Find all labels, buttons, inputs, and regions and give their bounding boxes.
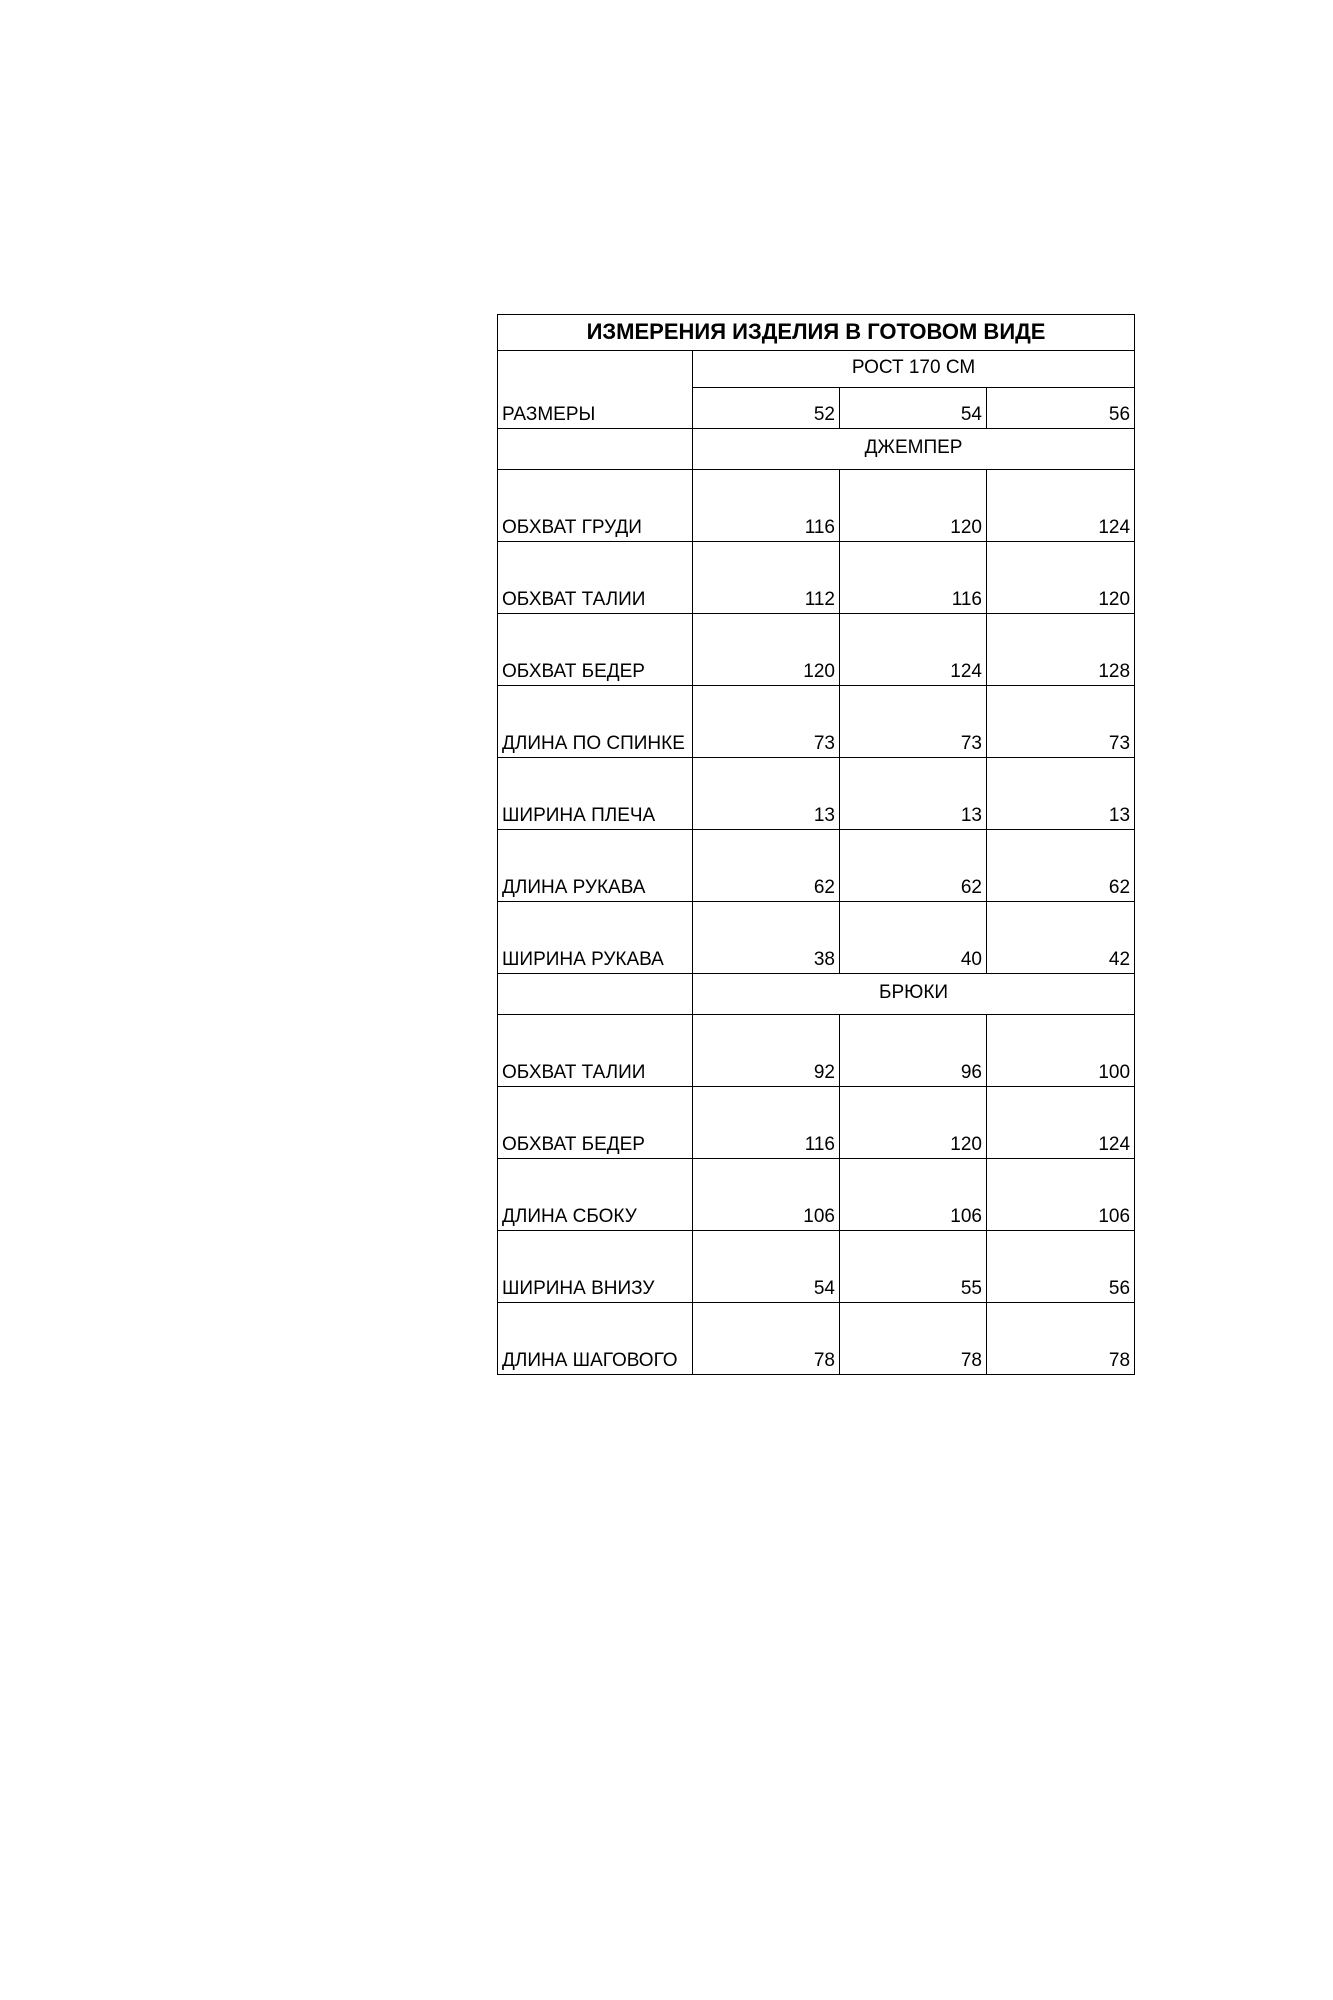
- section-blank-cell: [498, 974, 693, 1015]
- measurement-value: 106: [987, 1159, 1135, 1231]
- measurement-value: 13: [840, 758, 987, 830]
- measurement-value: 13: [987, 758, 1135, 830]
- measurement-label: ШИРИНА ПЛЕЧА: [498, 758, 693, 830]
- size-header: 52: [693, 388, 840, 429]
- size-header: 54: [840, 388, 987, 429]
- table-row: [498, 1159, 1135, 1231]
- sizes-label: РАЗМЕРЫ: [498, 351, 693, 429]
- measurement-value: 124: [987, 1087, 1135, 1159]
- table-row: [498, 1087, 1135, 1159]
- measurement-value: 120: [840, 1087, 987, 1159]
- table-row: [498, 1303, 1135, 1375]
- section-header-row: [498, 974, 1135, 1015]
- measurement-value: 38: [693, 902, 840, 974]
- measurement-value: 78: [693, 1303, 840, 1375]
- table-row: [498, 1231, 1135, 1303]
- measurement-value: 55: [840, 1231, 987, 1303]
- measurement-value: 78: [987, 1303, 1135, 1375]
- measurement-value: 73: [693, 686, 840, 758]
- measurement-label: ОБХВАТ БЕДЕР: [498, 1087, 693, 1159]
- table-row: [498, 830, 1135, 902]
- table-row: [498, 686, 1135, 758]
- table-row: [498, 470, 1135, 542]
- measurement-value: 73: [840, 686, 987, 758]
- measurement-value: 106: [840, 1159, 987, 1231]
- table-row: [498, 614, 1135, 686]
- height-label: РОСТ 170 СМ: [693, 351, 1135, 388]
- section-name: ДЖЕМПЕР: [693, 429, 1135, 470]
- measurement-value: 128: [987, 614, 1135, 686]
- table-row: [498, 1015, 1135, 1087]
- measurement-value: 40: [840, 902, 987, 974]
- measurement-label: ДЛИНА ПО СПИНКЕ: [498, 686, 693, 758]
- measurement-label: ДЛИНА РУКАВА: [498, 830, 693, 902]
- measurement-label: ОБХВАТ ТАЛИИ: [498, 1015, 693, 1087]
- measurement-value: 73: [987, 686, 1135, 758]
- measurement-value: 124: [840, 614, 987, 686]
- measurement-value: 54: [693, 1231, 840, 1303]
- measurements-table: [497, 314, 1135, 1375]
- measurement-value: 112: [693, 542, 840, 614]
- measurement-value: 78: [840, 1303, 987, 1375]
- size-header: 56: [987, 388, 1135, 429]
- measurement-value: 42: [987, 902, 1135, 974]
- measurement-value: 120: [987, 542, 1135, 614]
- section-name: БРЮКИ: [693, 974, 1135, 1015]
- section-header-row: [498, 429, 1135, 470]
- measurement-label: ШИРИНА ВНИЗУ: [498, 1231, 693, 1303]
- measurement-value: 120: [840, 470, 987, 542]
- measurement-value: 92: [693, 1015, 840, 1087]
- measurement-value: 96: [840, 1015, 987, 1087]
- measurement-label: ДЛИНА ШАГОВОГО: [498, 1303, 693, 1375]
- measurement-value: 62: [840, 830, 987, 902]
- measurement-value: 124: [987, 470, 1135, 542]
- table-row: [498, 542, 1135, 614]
- measurement-value: 106: [693, 1159, 840, 1231]
- measurement-value: 116: [693, 1087, 840, 1159]
- measurement-value: 120: [693, 614, 840, 686]
- table-row: [498, 902, 1135, 974]
- measurement-label: ОБХВАТ БЕДЕР: [498, 614, 693, 686]
- table-row: [498, 758, 1135, 830]
- measurement-value: 13: [693, 758, 840, 830]
- measurement-value: 62: [987, 830, 1135, 902]
- measurement-value: 100: [987, 1015, 1135, 1087]
- measurements-table-body: [498, 315, 1135, 1375]
- measurement-value: 116: [693, 470, 840, 542]
- section-blank-cell: [498, 429, 693, 470]
- measurement-value: 116: [840, 542, 987, 614]
- measurement-label: ОБХВАТ ТАЛИИ: [498, 542, 693, 614]
- measurement-label: ДЛИНА СБОКУ: [498, 1159, 693, 1231]
- measurement-label: ШИРИНА РУКАВА: [498, 902, 693, 974]
- measurement-value: 56: [987, 1231, 1135, 1303]
- measurement-value: 62: [693, 830, 840, 902]
- table-title: ИЗМЕРЕНИЯ ИЗДЕЛИЯ В ГОТОВОМ ВИДЕ: [498, 315, 1135, 351]
- measurement-label: ОБХВАТ ГРУДИ: [498, 470, 693, 542]
